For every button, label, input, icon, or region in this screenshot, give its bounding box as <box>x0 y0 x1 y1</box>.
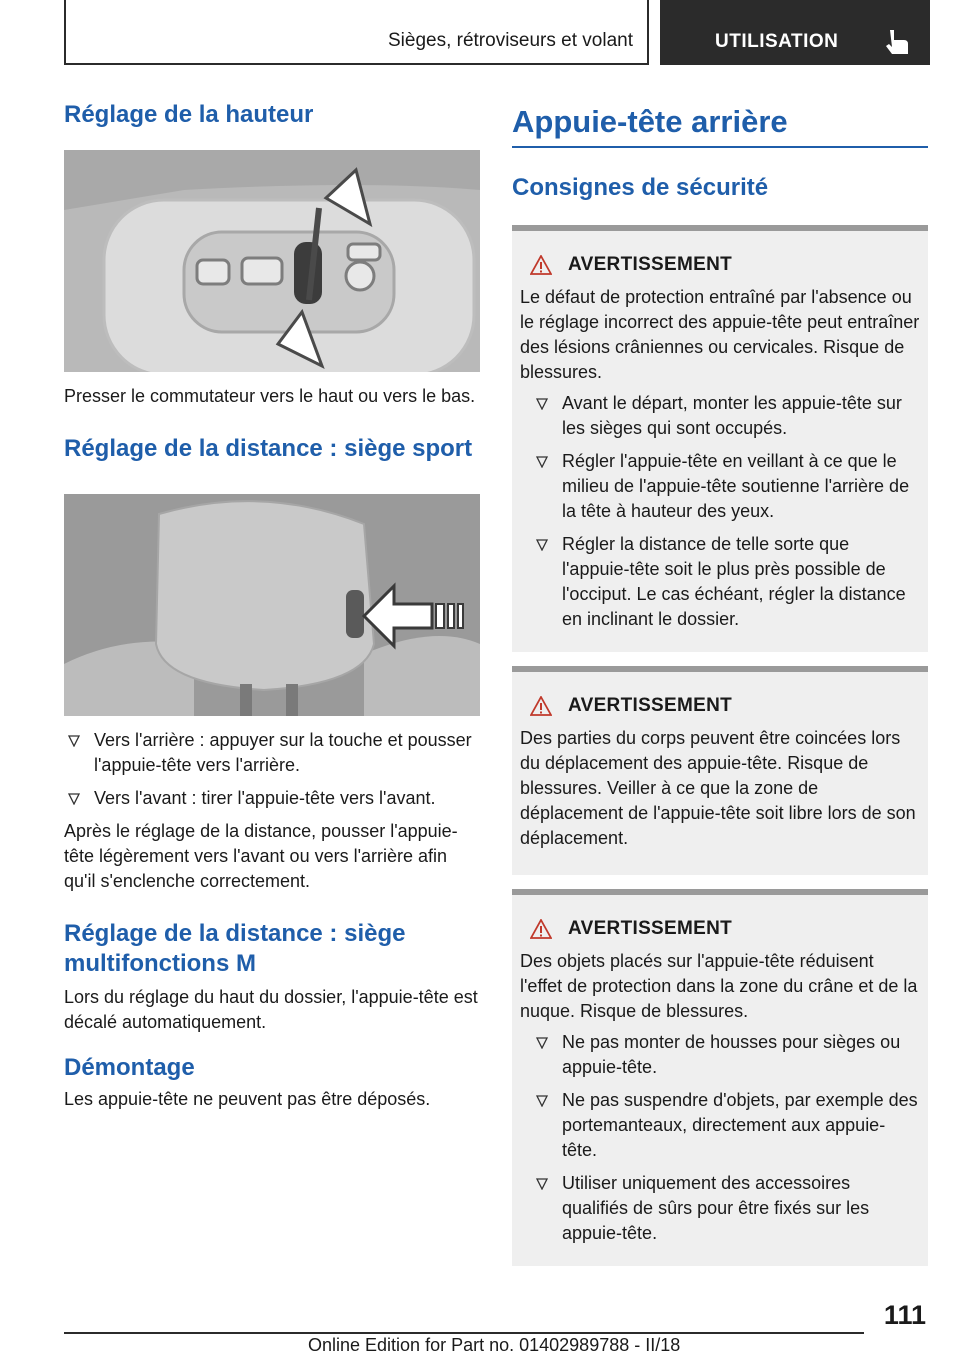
heading-distance-multi: Réglage de la distance : siège multifonctions M <box>64 920 406 977</box>
paragraph-height-adjust: Presser le commutateur vers le haut ou vers le bas. <box>64 386 476 406</box>
warning-text: Des parties du corps peuvent être coincées lors du déplacement des appuie-tête. Risque de blessures. Veiller à ce que la zone de déplacement de l'appuie-tête soit libre lors de son déplacement. <box>520 728 916 848</box>
triangle-bullet-icon <box>536 1178 548 1190</box>
warning-box <box>512 666 928 875</box>
right-column <box>512 100 928 1266</box>
warning-text: Des objets placés sur l'appuie-tête réduisent l'effet de protection dans la zone du crâne et de la nuque. Risque de blessures. <box>520 951 918 1021</box>
list-item: Vers l'arrière : appuyer sur la touche et pousser l'appuie-tête vers l'arrière. <box>64 728 480 778</box>
headrest-button-illustration <box>64 494 480 716</box>
footer-edition: Online Edition for Part no. 01402989788 - II/18 <box>308 1335 681 1355</box>
heading-removal: Démontage <box>64 1054 195 1081</box>
list-item: Régler la distance de telle sorte que l'appuie-tête soit le plus près possible de l'occiput. Le cas échéant, régler la distance en inclinant le dossier. <box>520 532 920 632</box>
warning-triangle-icon <box>530 919 552 939</box>
triangle-bullet-icon <box>536 1095 548 1107</box>
seat-switch-illustration <box>64 150 480 372</box>
warning-label: AVERTISSEMENT <box>568 695 733 716</box>
list-item: Avant le départ, monter les appuie-tête sur les sièges qui sont occupés. <box>520 391 920 441</box>
heading-safety: Consignes de sécurité <box>512 174 769 201</box>
list-item: Ne pas suspendre d'objets, par exemple des portemanteaux, directement aux appuie-tête. <box>520 1088 920 1163</box>
list-item: Ne pas monter de housses pour sièges ou appuie-tête. <box>520 1030 920 1080</box>
warning-label: AVERTISSEMENT <box>568 254 733 275</box>
paragraph-removal: Les appuie-tête ne peuvent pas être déposés. <box>64 1089 431 1109</box>
page-number: 111 <box>883 1300 926 1330</box>
triangle-bullet-icon <box>536 1037 548 1049</box>
title-divider <box>512 146 928 148</box>
warning-bullet-list <box>520 391 920 632</box>
triangle-bullet-icon <box>536 456 548 468</box>
header-chapter-title: UTILISATION <box>715 31 839 52</box>
warning-header <box>530 915 920 943</box>
left-column <box>64 100 480 1112</box>
warning-box <box>512 225 928 652</box>
paragraph-after-adjust: Après le réglage de la distance, pousser l'appuie-tête légèrement vers l'avant ou vers l'arrière afin qu'il s'enclenche correctement. <box>64 821 458 891</box>
warning-box <box>512 889 928 1266</box>
heading-height-adjust: Réglage de la hauteur <box>64 101 314 128</box>
list-item: Utiliser uniquement des accessoires qualifiés de sûrs pour être fixés sur les appuie-tête. <box>520 1171 920 1246</box>
footer-divider <box>64 1332 864 1334</box>
paragraph-multi: Lors du réglage du haut du dossier, l'appuie-tête est décalé automatiquement. <box>64 987 478 1032</box>
warning-header <box>530 692 920 720</box>
header-section-title: Sièges, rétroviseurs et volant <box>387 30 633 51</box>
warning-triangle-icon <box>530 255 552 275</box>
warning-header <box>530 251 920 279</box>
triangle-bullet-icon <box>536 539 548 551</box>
header-section-box <box>64 0 649 65</box>
page-title: Appuie-tête arrière <box>512 104 788 139</box>
header-chapter-box <box>660 0 930 65</box>
warning-triangle-icon <box>530 696 552 716</box>
warning-bullet-list <box>520 1030 920 1246</box>
list-item: Vers l'avant : tirer l'appuie-tête vers l'avant. <box>64 786 480 811</box>
sport-bullet-list <box>64 728 480 811</box>
heading-distance-sport: Réglage de la distance : siège sport <box>64 435 473 462</box>
warning-label: AVERTISSEMENT <box>568 918 733 939</box>
warning-text: Le défaut de protection entraîné par l'absence ou le réglage incorrect des appuie-tête peut entraîner des lésions crâniennes ou cervicales. Risque de blessures. <box>520 287 920 382</box>
list-item: Régler l'appuie-tête en veillant à ce que le milieu de l'appuie-tête soutienne l'arrière de la tête à hauteur des yeux. <box>520 449 920 524</box>
hand-pointer-icon <box>882 28 912 56</box>
triangle-bullet-icon <box>536 398 548 410</box>
triangle-bullet-icon <box>68 735 80 747</box>
triangle-bullet-icon <box>68 793 80 805</box>
